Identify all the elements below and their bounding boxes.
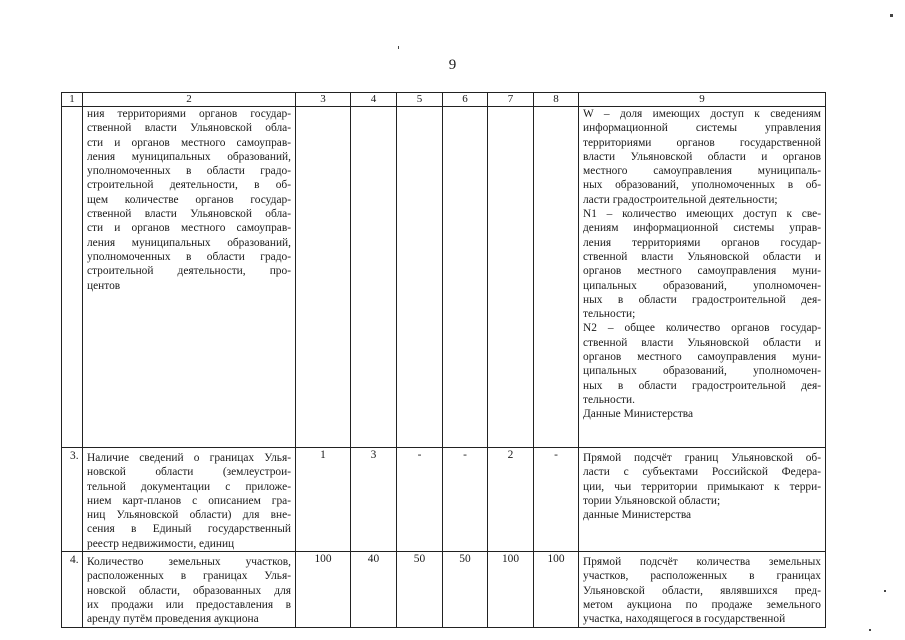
method-text (583, 555, 821, 626)
indicator-table (61, 92, 826, 628)
text-line: территориями органов государственной (583, 136, 821, 149)
row-number-cell: 4. (62, 552, 83, 628)
text-line: сти и органов местного самоуправ- (87, 222, 291, 235)
text-line: тельной документации с приложе- (87, 480, 291, 493)
header-cell: 3 (296, 93, 351, 107)
text-line: новской области, образованных для (87, 584, 291, 597)
text-line: W – доля имеющих доступ к сведениям (583, 108, 821, 120)
header-cell: 8 (534, 93, 579, 107)
text-line: ния территориями органов государ- (87, 108, 291, 120)
value-cell: 3 (351, 448, 397, 552)
text-line: Данные Министерства (583, 408, 694, 421)
text-line: нием карт-планов с описанием гра- (87, 494, 291, 507)
value-cell: 50 (397, 552, 443, 628)
text-line: Ульяновской области, являвшихся пред- (583, 584, 821, 597)
text-line: ласти с субъектами Российской Федера- (583, 466, 821, 479)
text-line: информационной системы управления (583, 122, 821, 135)
value-cell: - (397, 448, 443, 552)
value-cell (296, 107, 351, 448)
header-cell: 1 (62, 93, 83, 107)
text-line: уполномоченных в области градо- (87, 165, 291, 178)
indicator-name-cell (83, 448, 296, 552)
value-cell: - (443, 448, 488, 552)
table-row (62, 448, 826, 552)
value-cell: 50 (443, 552, 488, 628)
text-line: ления муниципальных образований, (87, 236, 291, 249)
value-cell: 40 (351, 552, 397, 628)
text-line: участка, находящегося в государственной (583, 613, 786, 626)
row-number-cell: 3. (62, 448, 83, 552)
text-line: ципальных образований, уполномочен- (583, 365, 821, 378)
scan-speck (398, 46, 399, 49)
text-line: органов местного самоуправления муни- (583, 265, 821, 278)
scan-speck (869, 629, 871, 631)
text-line: новской области (землеустрои- (87, 466, 291, 479)
method-cell (579, 448, 826, 552)
text-line: ления муниципальных образований, (87, 150, 291, 163)
value-cell (488, 107, 534, 448)
text-line: ственной власти Ульяновской области и (583, 250, 821, 263)
row-number-cell (62, 107, 83, 448)
table-row (62, 107, 826, 448)
table-row (62, 552, 826, 628)
text-line: данные Министерства (583, 509, 692, 522)
text-line: Количество земельных участков, (87, 556, 291, 569)
value-cell: 100 (488, 552, 534, 628)
text-line: уполномоченных в области градо- (87, 250, 291, 263)
header-cell: 6 (443, 93, 488, 107)
text-line: ственной власти Ульяновской области и (583, 336, 821, 349)
text-line: сти и органов местного самоуправ- (87, 136, 291, 149)
text-line: Прямой подсчёт границ Ульяновской об- (583, 452, 821, 464)
value-cell: 1 (296, 448, 351, 552)
method-text (583, 107, 821, 422)
text-line: N1 – количество имеющих доступ к све- (583, 208, 821, 221)
text-line: строительной деятельности, в об- (87, 179, 291, 192)
indicator-name-cell (83, 107, 296, 448)
text-line: ципальных образований, уполномочен- (583, 279, 821, 292)
table-header-row (62, 93, 826, 107)
text-line: власти Ульяновской области и органов (583, 150, 821, 163)
text-line: Прямой подсчёт количества земельных (583, 556, 821, 569)
value-cell (443, 107, 488, 448)
text-line: ных в области градостроительной дея- (583, 293, 821, 306)
header-cell: 7 (488, 93, 534, 107)
value-cell: 100 (534, 552, 579, 628)
text-line: центов (87, 279, 121, 292)
text-line: дениям информационной системы управ- (583, 222, 821, 235)
text-line: ласти градостроительной деятельности; (583, 193, 778, 206)
text-line: ниц Ульяновской области) для вне- (87, 509, 291, 522)
text-line: ственной власти Ульяновской обла- (87, 122, 291, 135)
indicator-name-cell (83, 552, 296, 628)
text-line: ции, чьи территории примыкают к терри- (583, 480, 821, 493)
method-cell (579, 107, 826, 448)
text-line: их продажи или предоставления в (87, 598, 291, 611)
header-cell: 2 (83, 93, 296, 107)
text-line: тории Ульяновской области; (583, 494, 721, 507)
text-line: аренду путём проведения аукциона (87, 613, 259, 626)
text-line: реестр недвижимости, единиц (87, 537, 235, 550)
value-cell: - (534, 448, 579, 552)
method-cell (579, 552, 826, 628)
text-line: ления территориями органов государ- (583, 236, 821, 249)
value-cell (351, 107, 397, 448)
text-line: ных образований, уполномоченных в об- (583, 179, 821, 192)
text-line: ных в области градостроительной дея- (583, 379, 821, 392)
text-line: местного самоуправления муниципаль- (583, 165, 821, 178)
value-cell: 2 (488, 448, 534, 552)
text-line: сения в Единый государственный (87, 523, 291, 536)
page-number: 9 (448, 57, 457, 73)
header-cell: 4 (351, 93, 397, 107)
text-line: участков, расположенных в границах (583, 570, 821, 583)
text-line: метом аукциона по продаже земельного (583, 598, 821, 611)
header-cell: 5 (397, 93, 443, 107)
value-cell: 100 (296, 552, 351, 628)
text-line: щем количестве органов государ- (87, 193, 291, 206)
scan-speck (884, 590, 886, 592)
indicator-name-text (87, 451, 291, 551)
value-cell (397, 107, 443, 448)
text-line: тельности; (583, 308, 636, 321)
header-cell: 9 (579, 93, 826, 107)
text-line: N2 – общее количество органов государ- (583, 322, 821, 335)
text-line: органов местного самоуправления муни- (583, 351, 821, 364)
method-text (583, 451, 821, 522)
scan-speck (890, 14, 893, 17)
indicator-name-text (87, 555, 291, 626)
text-line: ственной власти Ульяновской обла- (87, 208, 291, 221)
text-line: тельности. (583, 393, 635, 406)
indicator-name-text (87, 107, 291, 293)
value-cell (534, 107, 579, 448)
text-line: строительной деятельности, про- (87, 265, 291, 278)
text-line: Наличие сведений о границах Улья- (87, 452, 291, 464)
text-line: расположенных в границах Улья- (87, 570, 291, 583)
